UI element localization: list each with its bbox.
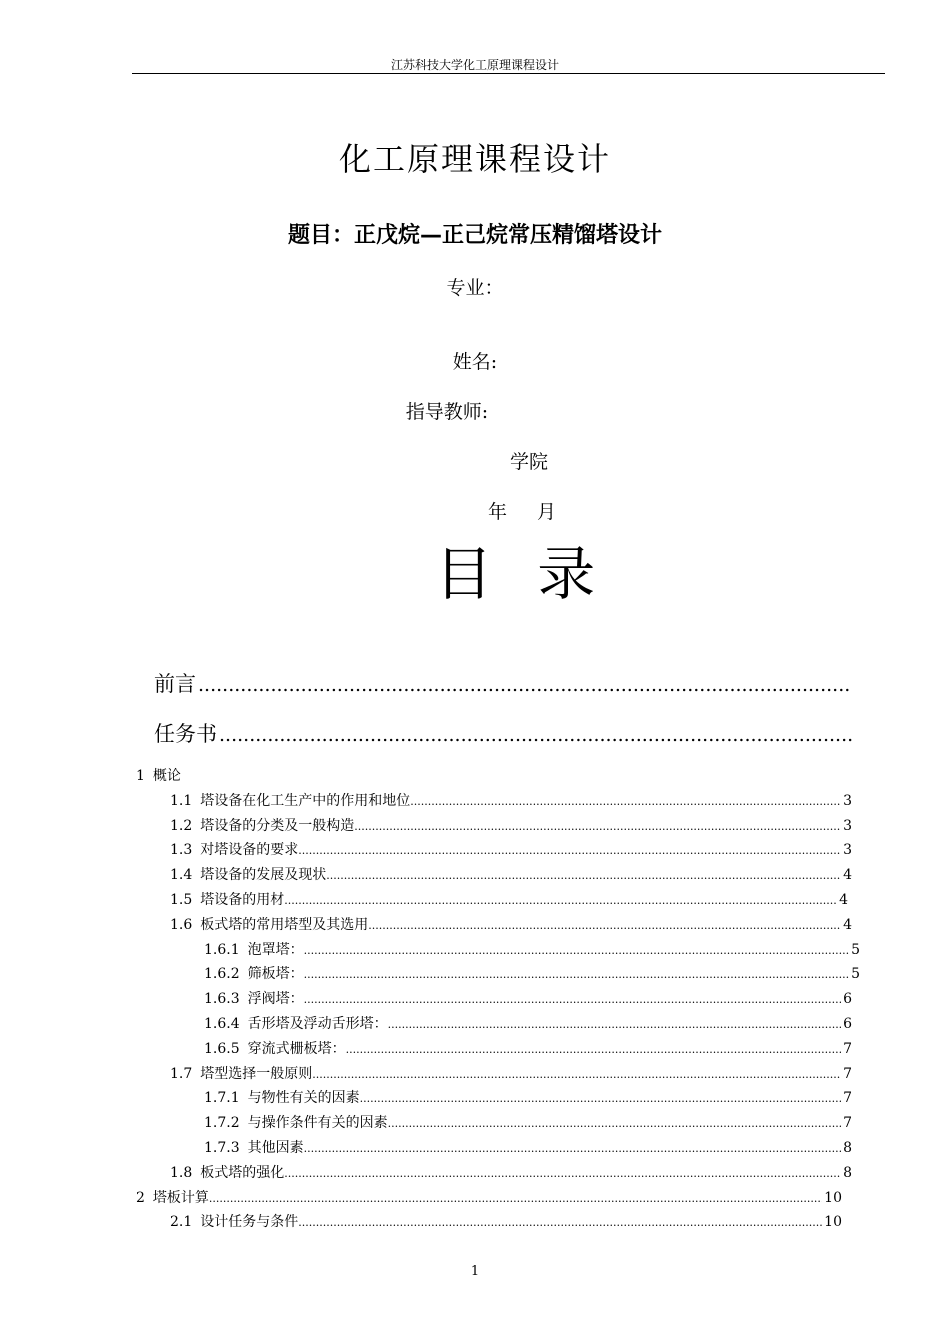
toc-entry-page: 3 <box>843 842 852 859</box>
toc-entry[interactable] <box>136 1187 842 1207</box>
toc-leader-dots <box>298 1216 822 1229</box>
toc-leader-dots <box>388 1018 841 1031</box>
date-field: 年 月 <box>487 501 557 523</box>
toc-leader-dots <box>284 1167 841 1180</box>
toc-task-entry[interactable] <box>154 718 852 748</box>
toc-entry[interactable] <box>170 1211 842 1231</box>
toc-entry-label: 塔设备在化工生产中的作用和地位 <box>200 792 411 809</box>
toc-leader-dots <box>410 795 841 808</box>
toc-entry-page: 6 <box>843 1016 852 1032</box>
toc-leader-dots <box>360 1092 841 1105</box>
toc-entry-label: 穿流式栅板塔： <box>247 1040 346 1057</box>
toc-entry[interactable] <box>204 939 860 959</box>
toc-leader-dots <box>219 724 852 746</box>
toc-leader-dots <box>368 919 841 932</box>
toc-entry-page: 4 <box>839 892 848 908</box>
toc-entry-page: 6 <box>843 991 852 1008</box>
toc-entry-label: 塔设备的发展及现状 <box>200 867 327 884</box>
toc-entry-page: 8 <box>843 1140 852 1156</box>
cover-subject: 题目：正戊烷—正己烷常压精馏塔设计 <box>287 223 662 248</box>
name-field: 姓名: <box>452 351 498 373</box>
toc-leader-dots <box>298 844 841 857</box>
toc-leader-dots <box>304 993 841 1006</box>
toc-entry-page: 4 <box>843 867 852 884</box>
toc-entry-label: 设计任务与条件 <box>200 1214 299 1231</box>
toc-entry-number: 1.7.1 <box>204 1090 240 1107</box>
toc-entry-label: 浮阀塔： <box>247 991 304 1008</box>
toc-entry-page: 10 <box>824 1214 842 1231</box>
toc-entry-page: 10 <box>824 1189 842 1206</box>
toc-entry[interactable] <box>136 765 181 785</box>
advisor-field: 指导教师: <box>405 401 489 423</box>
toc-entry[interactable] <box>204 1112 852 1132</box>
header-rule <box>132 73 885 74</box>
toc-heading: 目 录 <box>434 540 596 608</box>
toc-entry-number: 1.6.5 <box>204 1040 240 1057</box>
toc-entry-page: 7 <box>843 1065 852 1082</box>
toc-entry-page: 8 <box>843 1164 852 1181</box>
toc-leader-dots <box>304 944 849 957</box>
toc-entry-label: 板式塔的常用塔型及其选用 <box>200 916 369 933</box>
toc-leader-dots <box>346 1043 841 1056</box>
toc-preface-label: 前言 <box>154 672 196 696</box>
toc-leader-dots <box>312 1068 841 1081</box>
toc-entry-label: 塔设备的用材 <box>200 892 285 908</box>
toc-entry[interactable] <box>170 1063 852 1083</box>
toc-entry-number: 1.5 <box>170 892 193 908</box>
toc-entry-page: 5 <box>851 966 860 983</box>
toc-entry-number: 1.3 <box>170 842 193 859</box>
toc-entry-number: 2.1 <box>170 1214 193 1231</box>
toc-entry-label: 概论 <box>152 768 181 784</box>
toc-entry-label: 塔设备的分类及一般构造 <box>200 817 355 834</box>
toc-leader-dots <box>284 894 837 907</box>
toc-entry-label: 塔型选择一般原则 <box>200 1065 313 1082</box>
toc-leader-dots <box>209 1192 822 1205</box>
toc-entry-label: 其他因素 <box>247 1140 304 1156</box>
toc-entry-label: 与操作条件有关的因素 <box>247 1115 388 1132</box>
toc-leader-dots <box>388 1117 841 1130</box>
toc-leader-dots <box>326 869 841 882</box>
toc-entry-label: 与物性有关的因素 <box>247 1090 360 1107</box>
toc-entry-number: 1.6 <box>170 916 193 933</box>
toc-entry-page: 3 <box>843 792 852 809</box>
toc-leader-dots <box>354 820 841 833</box>
toc-entry-number: 1.7.3 <box>204 1140 240 1156</box>
toc-entry-number: 1.6.4 <box>204 1016 240 1032</box>
toc-entry[interactable] <box>204 1038 852 1058</box>
toc-leader-dots <box>304 968 849 981</box>
toc-entry-number: 1.4 <box>170 867 193 884</box>
toc-entry[interactable] <box>170 1162 852 1182</box>
toc-entry-number: 1.1 <box>170 792 193 809</box>
cover-title: 化工原理课程设计 <box>338 140 611 178</box>
toc-entry-number: 2 <box>136 1189 145 1206</box>
major-field: 专业： <box>446 277 504 299</box>
toc-entry-page: 7 <box>843 1090 852 1107</box>
toc-entry[interactable] <box>204 1013 852 1033</box>
toc-entry[interactable] <box>170 864 852 884</box>
toc-entry-page: 7 <box>843 1040 852 1057</box>
toc-entry[interactable] <box>170 839 852 859</box>
toc-leader-dots <box>198 674 852 696</box>
toc-entry-number: 1.6.2 <box>204 966 240 983</box>
toc-entry[interactable] <box>170 914 852 934</box>
toc-entry-label: 筛板塔： <box>247 966 304 983</box>
toc-entry-number: 1.8 <box>170 1164 193 1181</box>
toc-entry-label: 舌形塔及浮动舌形塔： <box>247 1016 388 1032</box>
toc-entry-label: 泡罩塔： <box>247 941 304 958</box>
toc-entry-number: 1.6.1 <box>204 941 240 958</box>
toc-entry-label: 对塔设备的要求 <box>200 842 299 859</box>
toc-entry-number: 1 <box>136 768 145 784</box>
college-field: 学院 <box>509 451 548 473</box>
toc-entry[interactable] <box>204 1087 852 1107</box>
toc-entry[interactable] <box>204 1137 852 1157</box>
toc-entry-number: 1.2 <box>170 817 193 834</box>
toc-entry-page: 7 <box>843 1115 852 1132</box>
running-header: 江苏科技大学化工原理课程设计 <box>390 58 559 72</box>
toc-entry-number: 1.7.2 <box>204 1115 240 1132</box>
toc-entry-label: 板式塔的强化 <box>200 1164 285 1181</box>
toc-entry-number: 1.6.3 <box>204 991 240 1008</box>
toc-entry[interactable] <box>170 815 852 835</box>
toc-task-label: 任务书 <box>154 722 217 746</box>
toc-entry[interactable] <box>204 988 852 1008</box>
toc-entry-page: 4 <box>843 916 852 933</box>
toc-entry[interactable] <box>204 963 860 983</box>
toc-preface-entry[interactable] <box>154 668 852 698</box>
toc-entry[interactable] <box>170 790 852 810</box>
toc-leader-dots <box>304 1142 841 1155</box>
toc-entry-number: 1.7 <box>170 1065 193 1082</box>
toc-entry-label: 塔板计算 <box>152 1189 209 1206</box>
page-number: 1 <box>470 1264 480 1279</box>
toc-entry[interactable] <box>170 889 848 909</box>
toc-entry-page: 5 <box>851 941 860 958</box>
toc-entry-page: 3 <box>843 817 852 834</box>
